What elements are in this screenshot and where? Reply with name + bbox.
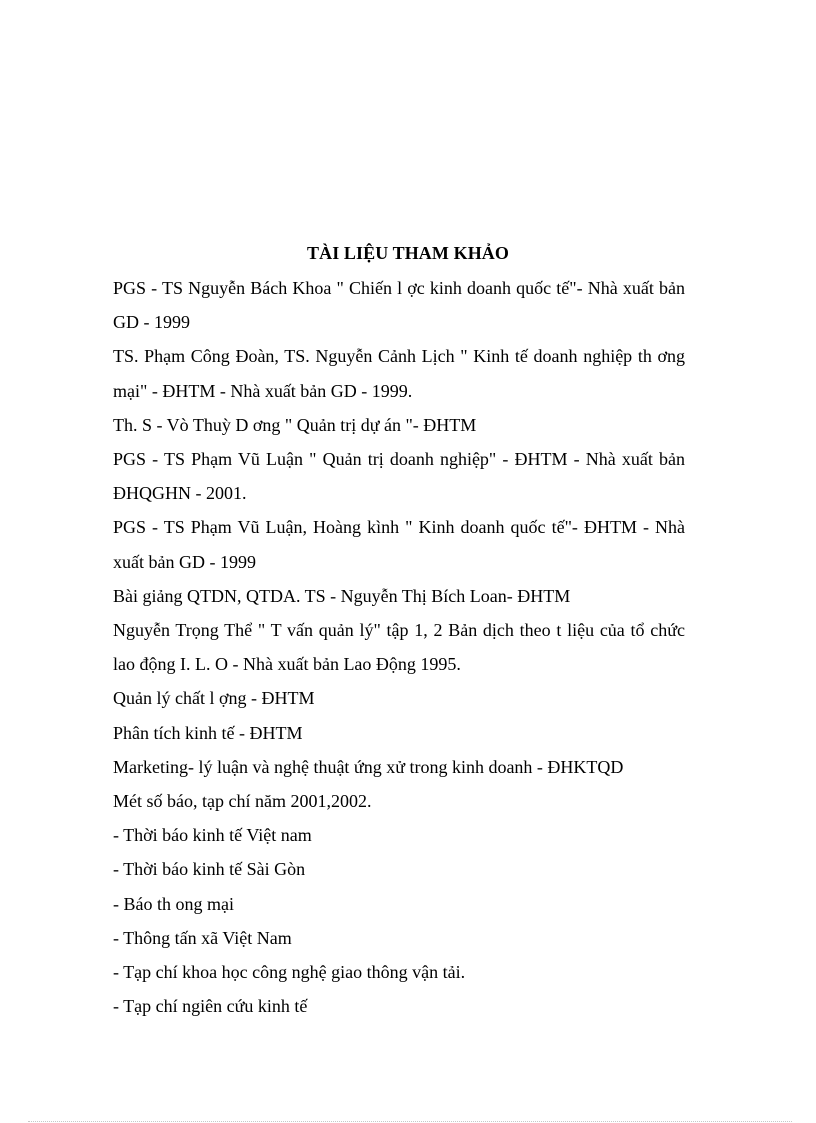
reference-item: TS. Phạm Công Đoàn, TS. Nguyễn Cảnh Lịch " Kinh tế doanh nghiệp th ơng mại" - ĐHTM - Nhà xuất bản GD - 1999. xyxy=(113,346,685,401)
reference-item: Th. S - Vò Thuỳ D ơng " Quản trị dự án "- ĐHTM xyxy=(113,414,477,435)
page-title: TÀI LIỆU THAM KHẢO xyxy=(307,243,509,263)
reference-item: PGS - TS Phạm Vũ Luận " Quản trị doanh nghiệp" - ĐHTM - Nhà xuất bản ĐHQGHN - 2001. xyxy=(113,449,685,504)
reference-subitem: - Tạp chí khoa học công nghệ giao thông vận tải. xyxy=(113,962,466,983)
reference-subitem: - Thông tấn xã Việt Nam xyxy=(113,927,292,948)
reference-list xyxy=(113,271,685,1023)
reference-item: Nguyễn Trọng Thể " T vấn quản lý" tập 1, 2 Bản dịch theo t liệu của tổ chức lao động I. L. O - Nhà xuất bản Lao Động 1995. xyxy=(113,620,685,675)
reference-item: PGS - TS Nguyễn Bách Khoa " Chiến l ợc kinh doanh quốc tế"- Nhà xuất bản GD - 1999 xyxy=(113,278,685,333)
reference-item: Quản lý chất l ợng - ĐHTM xyxy=(113,688,315,709)
reference-item: Bài giảng QTDN, QTDA. TS - Nguyễn Thị Bích Loan- ĐHTM xyxy=(113,585,571,606)
page-bottom-divider xyxy=(28,1121,792,1122)
reference-subitem: - Tạp chí ngiên cứu kinh tế xyxy=(113,996,308,1017)
reference-item: Mét số báo, tạp chí năm 2001,2002. xyxy=(113,791,372,812)
reference-item: Marketing- lý luận và nghệ thuật ứng xử trong kinh doanh - ĐHKTQD xyxy=(113,756,624,777)
reference-item: Phân tích kinh tế - ĐHTM xyxy=(113,722,303,743)
reference-subitem: - Thời báo kinh tế Sài Gòn xyxy=(113,859,306,880)
reference-subitem: - Thời báo kinh tế Việt nam xyxy=(113,825,312,846)
reference-item: PGS - TS Phạm Vũ Luận, Hoàng kình " Kinh doanh quốc tế"- ĐHTM - Nhà xuất bản GD - 1999 xyxy=(113,517,685,572)
reference-subitem: - Báo th ong mại xyxy=(113,893,234,914)
